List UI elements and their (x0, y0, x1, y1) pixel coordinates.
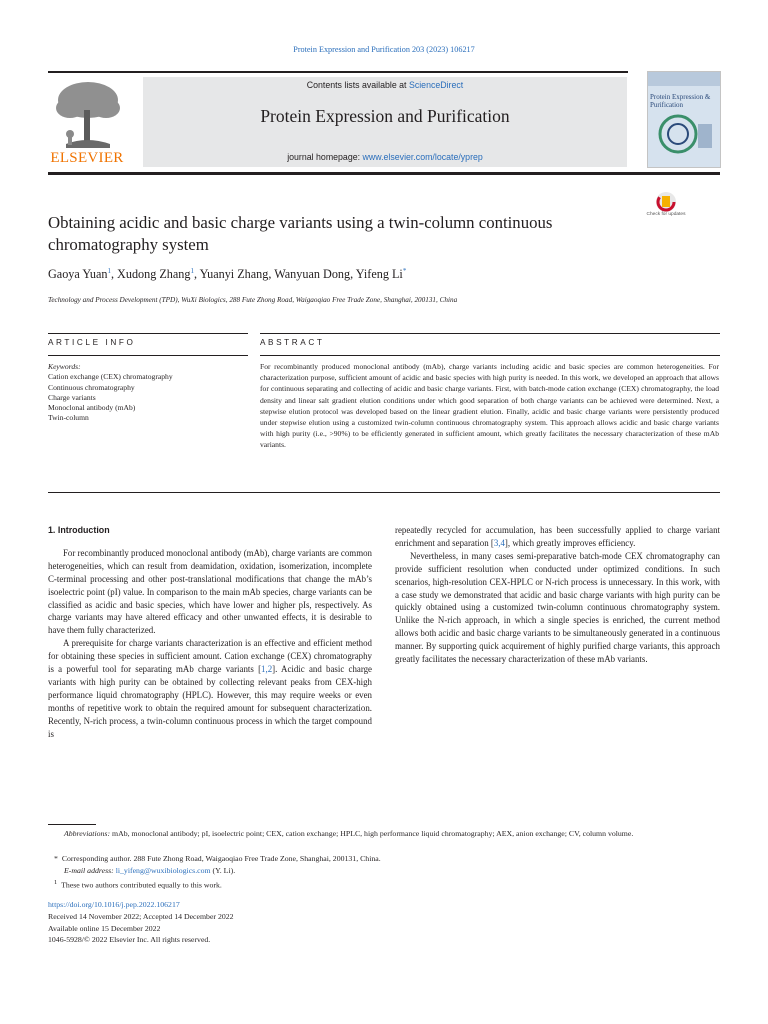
homepage-line (143, 152, 627, 162)
abstract-top-rule (260, 333, 720, 334)
equal-contribution-text: These two authors contributed equally to this work. (61, 880, 222, 890)
reference-link[interactable]: 3,4 (493, 537, 505, 548)
check-for-updates-icon[interactable] (646, 190, 686, 230)
author-list: Gaoya Yuan$^1$, Xudong Zhang$^1$, Yuanyi Zhang, Wanyuan Dong, Yifeng Li* (48, 267, 407, 282)
email-link[interactable]: li_yifeng@wuxibiologics.com (115, 866, 211, 875)
email-footnote (48, 865, 736, 876)
abbreviations-footnote (48, 828, 720, 839)
email-suffix: (Y. Li). (210, 866, 236, 875)
paragraph-text: repeatedly recycled for accumulation, has been successfully applied to charge variant enrichment and separation [ (395, 525, 720, 548)
author-mark: 1 (190, 267, 194, 275)
elsevier-tree-logo (48, 78, 126, 150)
body-paragraph (395, 524, 720, 550)
homepage-prefix: journal homepage: (287, 152, 363, 162)
equal-contribution-footnote (48, 877, 726, 891)
keywords-label: Keywords: (48, 362, 81, 371)
cover-art (648, 72, 720, 167)
paragraph-text: ]. Acidic and basic charge variants with high purity can be obtained by collecting relevant peaks from CEX-high performance liquid chromatography (HPLC). However, this may require weeks or even months of repetitive work to obtain the required amount for subsequent characterization. Recently, N-rich process, a twin-column continuous process in which the target compound is (48, 664, 372, 739)
author-name[interactable]: Gaoya Yuan (48, 267, 108, 282)
cover-title: Protein Expression & Purification (650, 93, 711, 109)
keyword-item: Monoclonal antibody (mAb) (48, 403, 136, 413)
body-column-right (395, 524, 720, 666)
article-title: Obtaining acidic and basic charge variants using a twin-column continuous chromatography system (48, 213, 553, 254)
keyword-item: Continuous chromatography (48, 382, 135, 392)
paragraph-text: A prerequisite for charge variants characterization is an effective and efficient method for obtaining these species in sufficient amount. Cation exchange (CEX) chromatography is a powerful tool for separating mAb charge variants [ (48, 638, 372, 675)
keyword-item: Twin-column (48, 413, 89, 423)
journal-title: Protein Expression and Purification (260, 106, 510, 126)
keyword-item: Cation exchange (CEX) chromatography (48, 372, 173, 382)
body-paragraph: For recombinantly produced monoclonal antibody (mAb), charge variants are common heterogeneities, which can result from deamidation, oxidation, isomerization, incomplete C-terminal processing and other post-translational modifications that change the mAb’s isoelectric point (pI) value. In comparison to the main mAb species, charge variants can be classified as acidic and basic species, which have lower and higher pIs, respectively. As charge variants may have altered efficacy and other unwanted effects, it is desirable to have them fully characterized. (48, 547, 372, 636)
article-info-heading: ARTICLE INFO (48, 338, 136, 347)
copyright: 1046-5928/© 2022 Elsevier Inc. All rights reserved. (48, 935, 211, 944)
email-label: E-mail address: (64, 866, 114, 875)
section-heading: 1. Introduction (48, 525, 110, 535)
abstract-bottom-rule (48, 492, 720, 493)
header-bottom-rule (48, 172, 720, 175)
article-info-rule (48, 355, 248, 356)
article-info-top-rule (48, 333, 248, 334)
author-mark: * (402, 267, 407, 275)
author-name[interactable]: Wanyuan Dong (274, 267, 351, 282)
elsevier-wordmark: ELSEVIER (50, 150, 124, 166)
online-date: Available online 15 December 2022 (48, 924, 161, 933)
affiliation: Technology and Process Development (TPD), WuXi Biologics, 288 Fute Zhong Road, Waigaoqiao Free Trade Zone, Shanghai, 200131, China (48, 296, 458, 304)
contents-line (143, 80, 627, 90)
check-for-updates-label: Check for updates (646, 212, 686, 217)
reference-link[interactable]: 1,2 (261, 664, 273, 675)
sciencedirect-link[interactable]: ScienceDirect (408, 80, 464, 90)
abstract-rule (260, 355, 720, 356)
footnote-mark: * (54, 854, 58, 863)
body-paragraph: Nevertheless, in many cases semi-preparative batch-mode CEX chromatography can provide sufficient resolution when conducted under optimized conditions. In such scenarios, high-resolution CEX-HPLC or N-rich process is unnecessary. In this work, with a case study we demonstrated that acidic and basic charge variants with high purity can be quickly obtained using a customized twin-column continuous chromatography system. Unlike the N-rich approach, in which a single species is enriched, the current method allows both acidic and basic charge variants to be simultaneously generated in a continuous manner. By supporting quick acquirement of highly purified charge variants, this approach greatly facilitates the necessary characterization of these mAb variants. (395, 550, 720, 665)
abstract-heading: ABSTRACT (260, 338, 325, 347)
author-name[interactable]: Xudong Zhang (117, 267, 191, 282)
corresponding-text: Corresponding author. 288 Fute Zhong Road, Waigaoqiao Free Trade Zone, Shanghai, 200131, China. (61, 854, 381, 863)
abbreviations-text: mAb, monoclonal antibody; pI, isoelectric point; CEX, cation exchange; HPLC, high performance liquid chromatography; AEX, anion exchange; CV, column volume. (110, 829, 634, 838)
footnote-rule (48, 824, 96, 825)
abstract-text: For recombinantly produced monoclonal antibody (mAb), charge variants including acidic and basic species are common heterogeneities. For characterization purpose, sufficient amount of acidic and basic species with high purity is needed. In this work, we developed an approach that allows for continuous separating and collecting of acidic and basic charge variants. First, with batch-mode cation exchange (CEX) chromatography, the load density and linear salt gradient elution conditions under which good separation of both charge variants can be achieved were determined. Next, a stepwise elution protocol was developed based on the linear gradient elution. Finally, acidic and basic charge variants were persistently produced under stepwise elution using a customized twin-column continuous chromatography system. This approach allows acidic and basic charge variants with high purity (i.e., >90%) to be efficiently generated in sufficient amount, which greatly facilitates the necessary characterization of these mAb variants. (260, 362, 719, 450)
author-name[interactable]: Yuanyi Zhang (199, 267, 269, 282)
contents-prefix: Contents lists available at (306, 80, 409, 90)
body-paragraph (48, 637, 372, 740)
header-top-rule (48, 71, 628, 73)
keyword-item: Charge variants (48, 392, 96, 402)
abbreviations-label: Abbreviations: (64, 829, 111, 838)
corresponding-footnote (48, 853, 726, 864)
author-mark: 1 (107, 267, 111, 275)
doi-link[interactable]: https://doi.org/10.1016/j.pep.2022.106217 (48, 900, 180, 909)
body-column-left (48, 524, 372, 741)
footnote-mark: 1 (54, 879, 58, 886)
journal-cover-thumbnail (647, 71, 721, 168)
author-name[interactable]: Yifeng Li (355, 267, 403, 282)
received-date: Received 14 November 2022; Accepted 14 December 2022 (48, 912, 234, 921)
paragraph-text: ], which greatly improves efficiency. (504, 537, 636, 548)
keywords-block (48, 362, 248, 424)
homepage-link[interactable]: www.elsevier.com/locate/yprep (362, 152, 483, 162)
journal-citation[interactable]: Protein Expression and Purification 203 (2023) 106217 (293, 45, 475, 54)
